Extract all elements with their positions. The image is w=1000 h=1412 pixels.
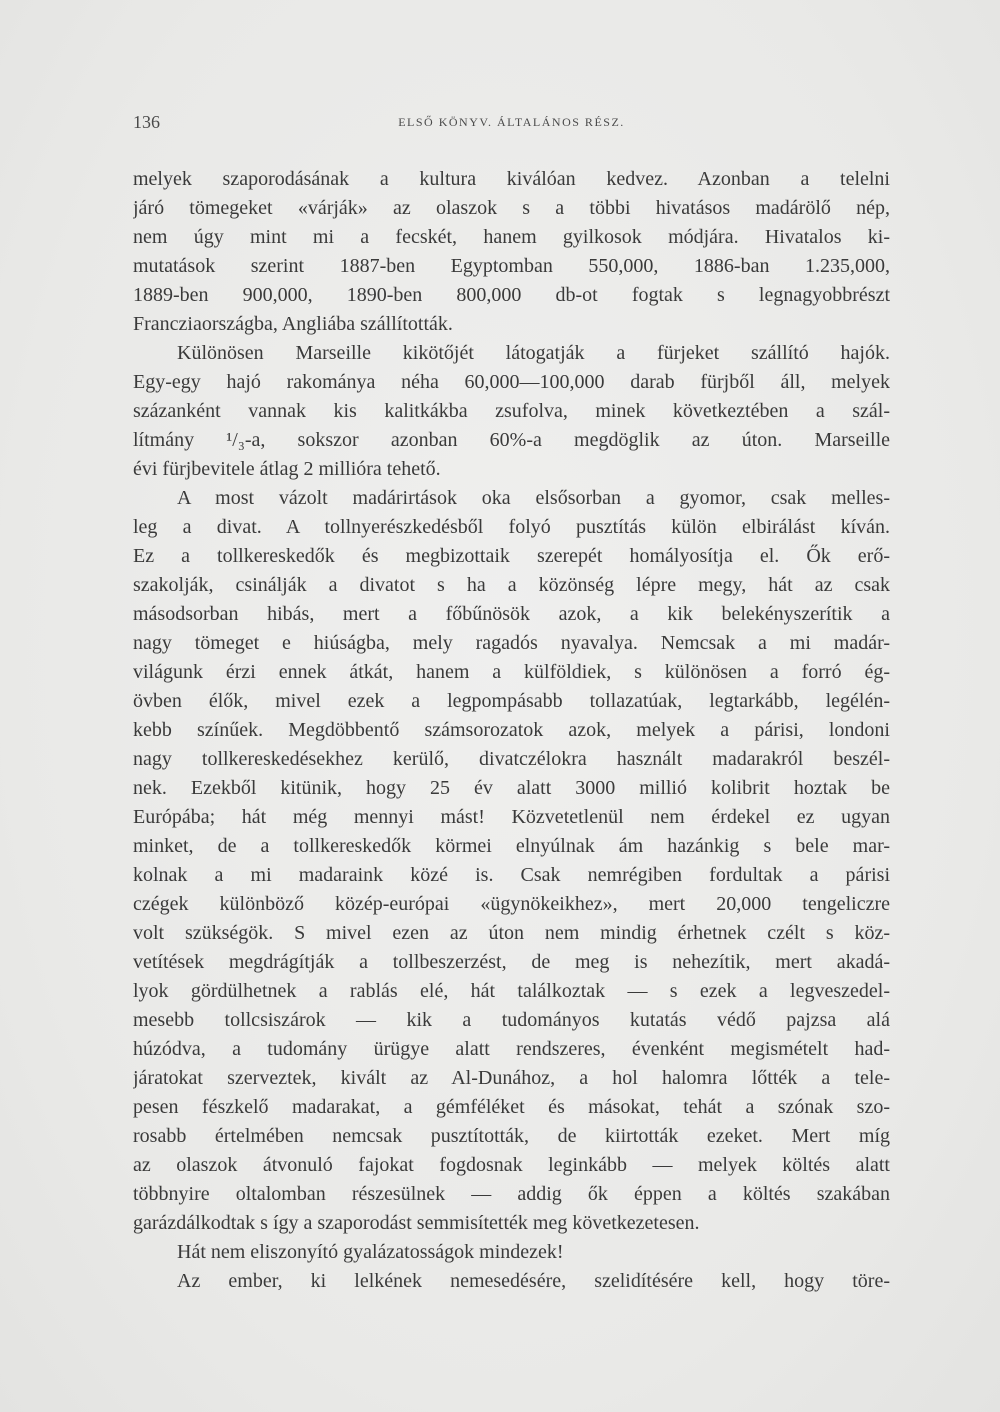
text-line: A most vázolt madárirtások oka elsősorban a gyomor, csak melles- (177, 487, 890, 509)
text-line: kolnak a mi madaraink közé is. Csak nemrégiben fordultak a párisi (133, 864, 890, 886)
text-line: Ez a tollkereskedők és megbizottaik szerepét homályosítja el. Ők erő- (133, 545, 890, 567)
text-line: Európába; hát még mennyi mást! Közvetetlenül nem érdekel ez ugyan (133, 806, 890, 828)
text-line: czégek különböző közép-európai «ügynökeikhez», mert 20,000 tengeliczre (133, 893, 890, 915)
text-line: világunk érzi ennek átkát, hanem a külföldiek, s különösen a forró ég- (133, 661, 890, 683)
text-line: szakolják, csinálják a divatot s ha a közönség lépre megy, hát az csak (133, 574, 890, 596)
text-line: húzódva, a tudomány ürügye alatt rendszeres, évenként megismételt had- (133, 1038, 890, 1060)
text-line: lítmány ¹/₃-a, sokszor azonban 60%-a megdöglik az úton. Marseille (133, 429, 890, 451)
text-line: pesen fészkelő madarakat, a gémféléket és másokat, tehát a szónak szo- (133, 1096, 890, 1118)
text-line: Különösen Marseille kikötőjét látogatják a fürjeket szállító hajók. (177, 342, 890, 364)
text-line: Egy-egy hajó rakománya néha 60,000—100,000 darab fürjből áll, melyek (133, 371, 890, 393)
text-line: mutatások szerint 1887-ben Egyptomban 550,000, 1886-ban 1.235,000, (133, 255, 890, 277)
text-line: százanként vannak kis kalitkákba zsufolva, minek következtében a szál- (133, 400, 890, 422)
text-line: nagy tömeget e hiúságba, mely ragadós nyavalya. Nemcsak a mi madár- (133, 632, 890, 654)
text-line: kebb színűek. Megdöbbentő számsorozatok azok, melyek a párisi, londoni (133, 719, 890, 741)
text-line: garázdálkodtak s így a szaporodást semmisítették meg következetesen. (133, 1212, 700, 1234)
running-head: ELSŐ KÖNYV. ÁLTALÁNOS RÉSZ. (398, 115, 625, 129)
text-line: volt szükségök. S mivel ezen az úton nem mindig érhetnek czélt s köz- (133, 922, 890, 944)
text-line: leg a divat. A tollnyerészkedésből folyó pusztítás külön elbirálást kíván. (133, 516, 890, 538)
text-line: vetítések megdrágítják a tollbeszerzést, de meg is nehezítik, mert akadá- (133, 951, 890, 973)
text-line: járatokat szerveztek, kivált az Al-Dunához, a hol halomra lőtték a tele- (133, 1067, 890, 1089)
text-line: másodsorban hibás, mert a főbűnösök azok, a kik belekényszerítik a (133, 603, 890, 625)
page-header (133, 112, 890, 136)
text-line: nagy tollkereskedésekhez kerülő, divatczélokra használt madarakról beszél- (133, 748, 890, 770)
text-line: övben élők, mivel ezek a legpompásabb tollazatúak, legtarkább, legélén- (133, 690, 890, 712)
text-line: rosabb értelmében nemcsak pusztították, de kiirtották ezeket. Mert míg (133, 1125, 890, 1147)
page-number: 136 (133, 112, 160, 132)
text-line: Francziaországba, Angliába szállították. (133, 313, 453, 335)
text-line: az olaszok átvonuló fajokat fogdosnak leginkább — melyek költés alatt (133, 1154, 890, 1176)
text-line: lyok gördülhetnek a rablás elé, hát találkoztak — s ezek a legveszedel- (133, 980, 890, 1002)
text-line: többnyire oltalomban részesülnek — addig ők éppen a költés szakában (133, 1183, 890, 1205)
text-line: mesebb tollcsiszárok — kik a tudományos kutatás védő pajzsa alá (133, 1009, 890, 1031)
text-line: 1889-ben 900,000, 1890-ben 800,000 db-ot fogtak s legnagyobbrészt (133, 284, 890, 306)
text-line: járó tömegeket «várják» az olaszok s a többi hivatásos madárölő nép, (133, 197, 890, 219)
text-line: nem úgy mint mi a fecskét, hanem gyilkosok módjára. Hivatalos ki- (133, 226, 890, 248)
text-line: nek. Ezekből kitünik, hogy 25 év alatt 3000 millió kolibrit hoztak be (133, 777, 890, 799)
body-text (133, 165, 890, 1296)
text-line: melyek szaporodásának a kultura kiválóan kedvez. Azonban a telelni (133, 168, 890, 190)
text-line: évi fürjbevitele átlag 2 millióra tehető. (133, 458, 441, 480)
text-line: Hát nem eliszonyító gyalázatosságok mindezek! (177, 1241, 564, 1263)
text-line: Az ember, ki lelkének nemesedésére, szelidítésére kell, hogy töre- (177, 1270, 890, 1292)
text-line: minket, de a tollkereskedők körmei elnyúlnak ám hazánkig s bele mar- (133, 835, 890, 857)
